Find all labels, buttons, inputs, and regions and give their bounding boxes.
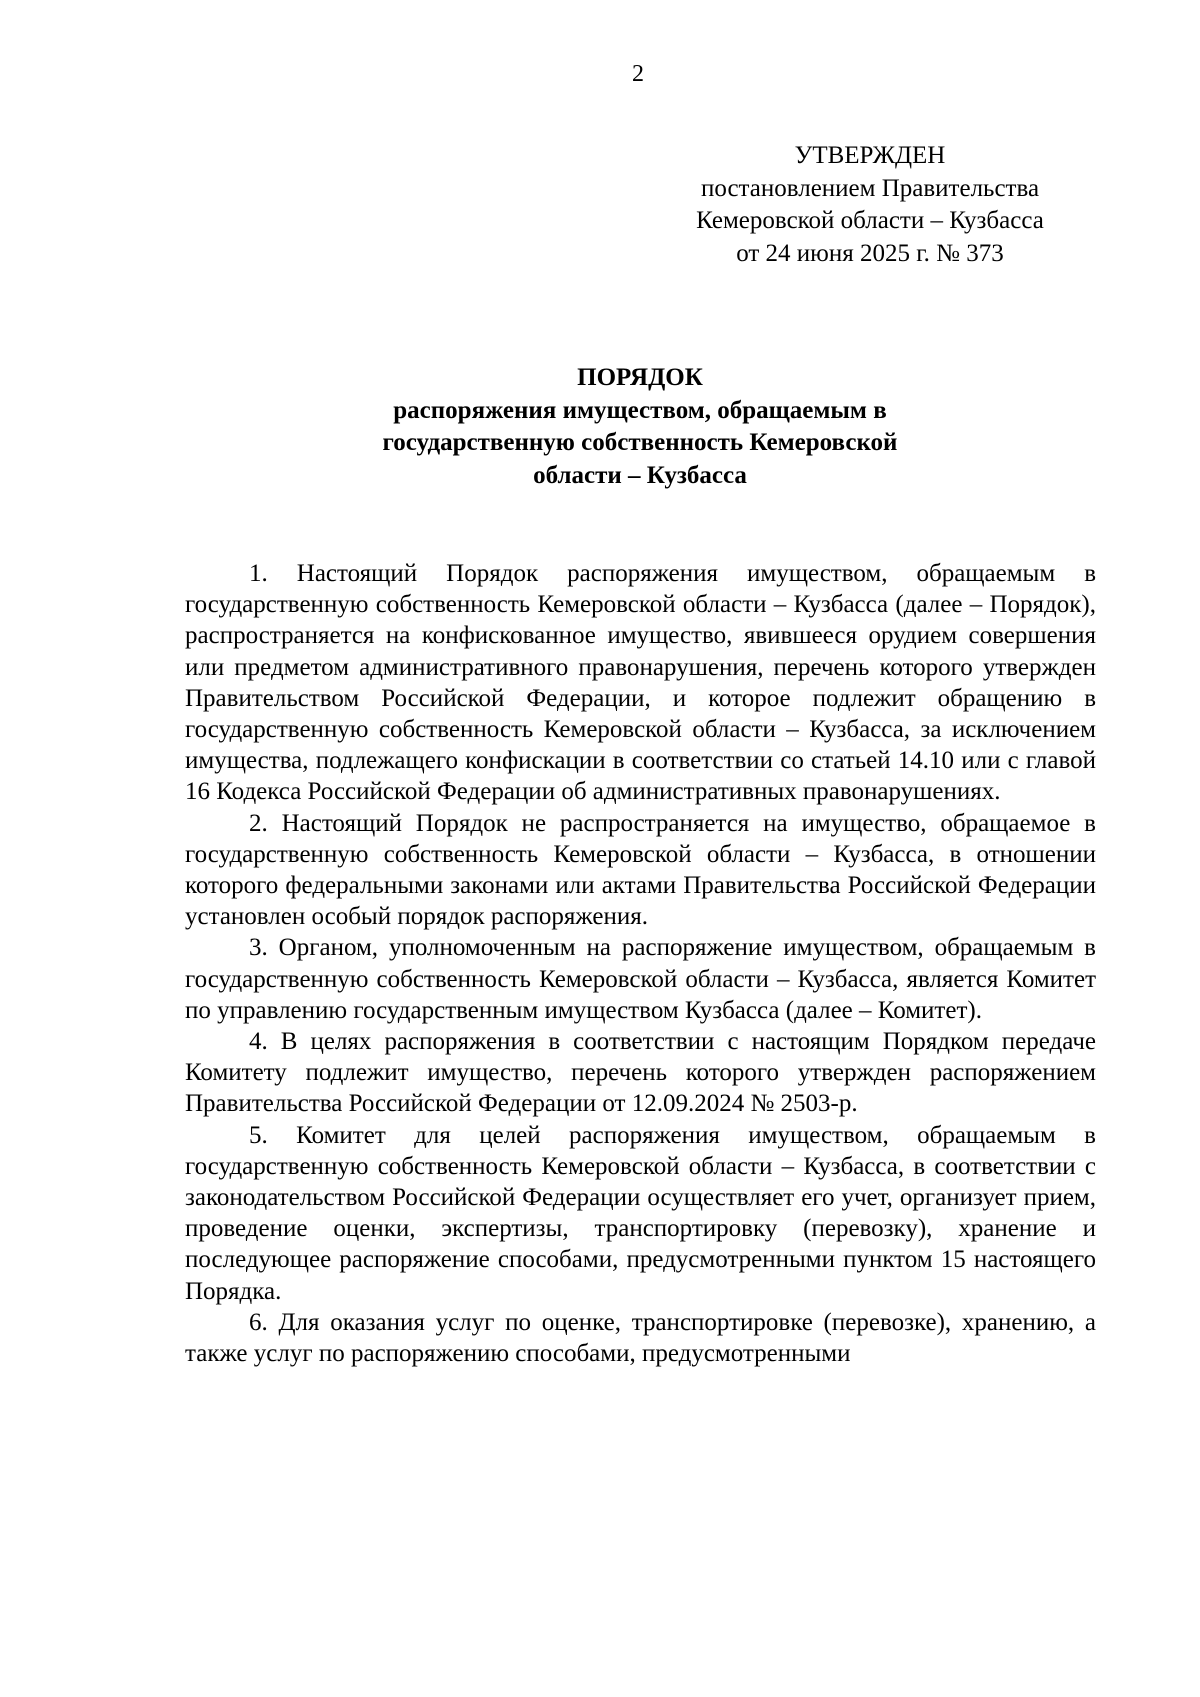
document-body: [185, 558, 1096, 1369]
paragraph-6: 6. Для оказания услуг по оценке, транспортировке (перевозке), хранению, а также услуг по распоряжению способами, предусмотренными: [185, 1308, 1096, 1368]
title-line: распоряжения имуществом, обращаемым в: [393, 396, 887, 424]
approval-stamp: [650, 140, 1090, 270]
title-line: государственную собственность Кемеровской: [382, 429, 898, 456]
paragraph-3: 3. Органом, уполномоченным на распоряжение имуществом, обращаемым в государственную собственность Кемеровской области – Кузбасса, является Комитет по управлению государственным имуществом Кузбасса (далее – Комитет).: [185, 934, 1096, 1024]
approval-heading: УТВЕРЖДЕН: [794, 142, 946, 169]
title-line: области – Кузбасса: [533, 461, 747, 489]
approval-line: Кемеровской области – Кузбасса: [696, 207, 1044, 234]
document-title: [280, 362, 1000, 492]
paragraph-1: 1. Настоящий Порядок распоряжения имуществом, обращаемым в государственную собственность Кемеровской области – Кузбасса (далее – Порядок), распространяется на конфискованное имущество, явившееся орудием совершения или предметом административного правонарушения, перечень которого утвержден Правительством Российской Федерации, и которое подлежит обращению в государственную собственность Кемеровской области – Кузбасса, за исключением имущества, подлежащего конфискации в соответствии со статьей 14.10 или с главой 16 Кодекса Российской Федерации об административных правонарушениях.: [185, 560, 1096, 806]
approval-line: постановлением Правительства: [700, 174, 1040, 202]
paragraph-4: 4. В целях распоряжения в соответствии с настоящим Порядком передаче Комитету подлежит имущество, перечень которого утвержден распоряжением Правительства Российской Федерации от 12.09.2024 № 2503-р.: [185, 1028, 1096, 1118]
paragraph-2: 2. Настоящий Порядок не распространяется на имущество, обращаемое в государственную собственность Кемеровской области – Кузбасса, в отношении которого федеральными законами или актами Правительства Российской Федерации установлен особый порядок распоряжения.: [185, 809, 1096, 931]
title-heading: ПОРЯДОК: [577, 364, 703, 391]
page-number: 2: [632, 61, 644, 87]
approval-date-line: от 24 июня 2025 г. № 373: [736, 239, 1004, 267]
paragraph-5: 5. Комитет для целей распоряжения имуществом, обращаемым в государственную собственность Кемеровской области – Кузбасса, в соответствии с законодательством Российской Федерации осуществляет его учет, организует прием, проведение оценки, экспертизы, транспортировку (перевозку), хранение и последующее распоряжение способами, предусмотренными пунктом 15 настоящего Порядка.: [185, 1121, 1096, 1305]
